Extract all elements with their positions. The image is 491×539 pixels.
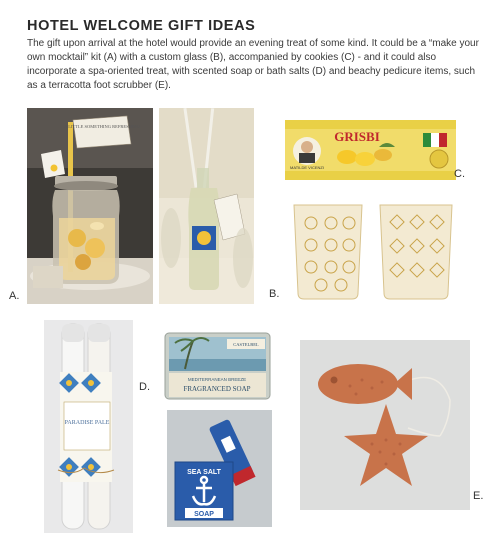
- soap-tin-name: FRAGRANCED SOAP: [183, 385, 251, 393]
- label-c: C.: [454, 168, 465, 180]
- bath-salts-tubes-photo: [44, 320, 133, 533]
- gold-pattern-glasses-photo: [286, 201, 462, 304]
- cookies-brand: GRISBI: [334, 129, 380, 144]
- sea-salt-line2: SOAP: [194, 511, 214, 518]
- label-b: B.: [269, 288, 280, 300]
- label-a: A.: [9, 290, 20, 302]
- soap-tin-line: MEDITERRANEAN BREEZE: [187, 377, 247, 382]
- fragranced-soap-tin-photo: [163, 331, 272, 401]
- cookies-maker: MATILDE VICENZI: [290, 165, 324, 170]
- terracotta-foot-scrubber-photo: [300, 340, 470, 510]
- label-e: E.: [473, 490, 484, 502]
- jar-tag-text: A LITTLE SOMETHING REFRESHING: [64, 124, 140, 129]
- mocktail-kit-photo: [27, 108, 153, 304]
- page-title: HOTEL WELCOME GIFT IDEAS: [27, 18, 256, 34]
- soap-tin-brand: CASTELBEL: [233, 342, 259, 347]
- sea-salt-soap-photo: [167, 410, 272, 527]
- label-d: D.: [139, 381, 150, 393]
- cookies-box-photo: [283, 117, 458, 183]
- intro-paragraph: The gift upon arrival at the hotel would provide an evening treat of some kind. It could be a “make your own mocktail” kit (A) with a custom glass (B), accompanied by cookies (C) - and it could also incorporate a spa-oriented treat, with scented soap or bath salts (D) and beachy pedicure items, such as a terracotta foot scrubber (E).: [27, 38, 479, 91]
- bath-salts-label: PARADISE PALE: [64, 420, 110, 426]
- custom-glass-bottle-photo: [159, 108, 254, 304]
- sea-salt-line1: SEA SALT: [187, 469, 221, 476]
